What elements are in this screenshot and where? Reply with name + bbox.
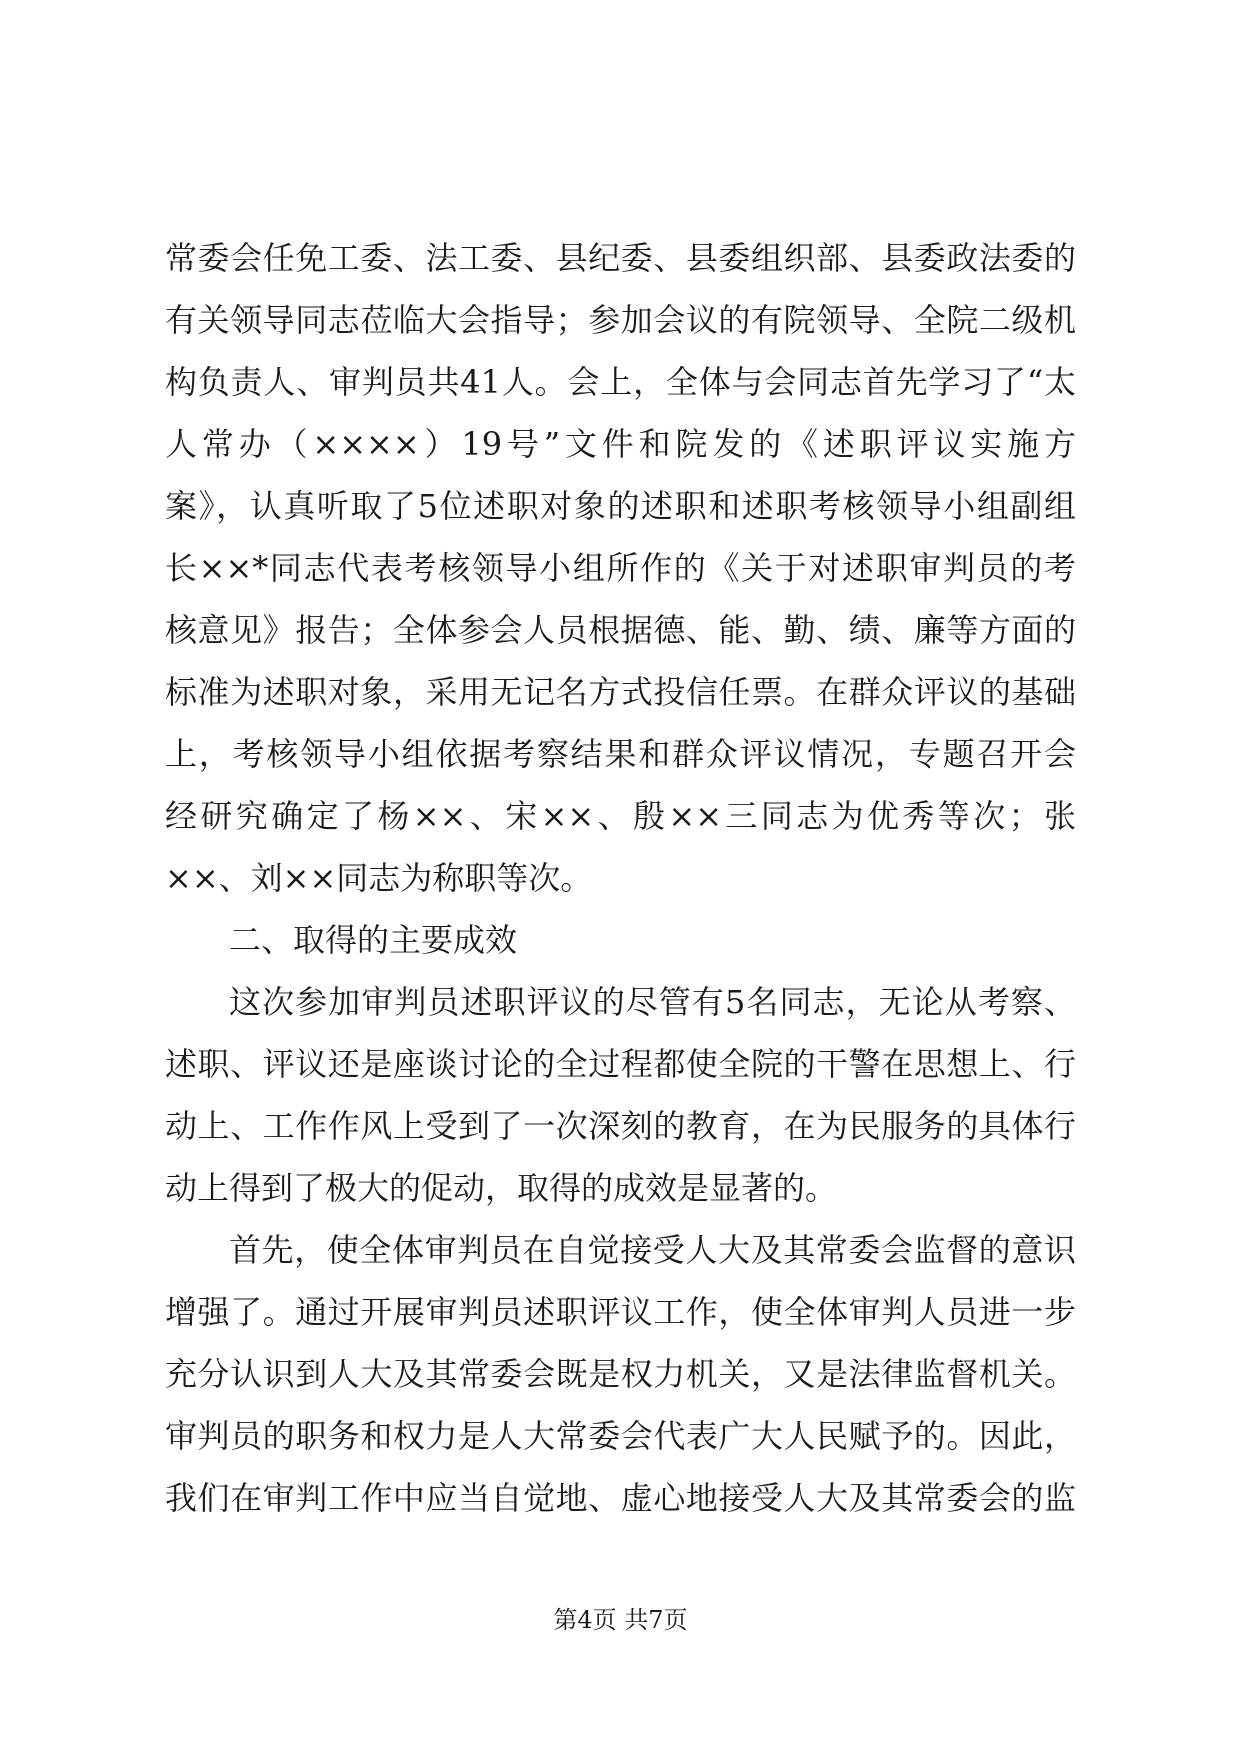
text-line: 案》，认真听取了5位述职对象的述职和述职考核领导小组副组 (165, 487, 1076, 525)
text-line: 经研究确定了杨××、宋××、殷××三同志为优秀等次；张 (165, 797, 1076, 835)
text-line: 动上得到了极大的促动，取得的成效是显著的。 (165, 1169, 838, 1207)
text-line: 常委会任免工委、法工委、县纪委、县委组织部、县委政法委的 (165, 239, 1076, 277)
page-footer: 第4页 共7页 (553, 1606, 688, 1634)
document-body (165, 227, 1076, 1529)
text-line: 标准为述职对象，采用无记名方式投信任票。在群众评议的基础 (165, 673, 1076, 711)
section-heading: 二、取得的主要成效 (229, 921, 518, 959)
text-line: ××、刘××同志为称职等次。 (165, 859, 593, 897)
text-line: 长××*同志代表考核领导小组所作的《关于对述职审判员的考 (165, 549, 1076, 587)
text-line: 我们在审判工作中应当自觉地、虚心地接受人大及其常委会的监 (165, 1479, 1076, 1517)
text-line: 增强了。通过开展审判员述职评议工作，使全体审判人员进一步 (165, 1293, 1076, 1331)
text-line: 审判员的职务和权力是人大常委会代表广大人民赋予的。因此， (165, 1417, 1076, 1455)
paragraph-start-line: 首先，使全体审判员在自觉接受人大及其常委会监督的意识 (229, 1231, 1076, 1269)
paragraph-start-line: 这次参加审判员述职评议的尽管有5名同志，无论从考察、 (229, 983, 1076, 1021)
text-line: 有关领导同志莅临大会指导；参加会议的有院领导、全院二级机 (165, 301, 1076, 339)
text-line: 充分认识到人大及其常委会既是权力机关，又是法律监督机关。 (165, 1355, 1076, 1393)
text-line: 述职、评议还是座谈讨论的全过程都使全院的干警在思想上、行 (165, 1045, 1076, 1083)
text-line: 动上、工作作风上受到了一次深刻的教育，在为民服务的具体行 (165, 1107, 1076, 1145)
text-line: 上，考核领导小组依据考察结果和群众评议情况，专题召开会 (165, 735, 1076, 773)
text-line: 构负责人、审判员共41人。会上，全体与会同志首先学习了“太 (165, 363, 1076, 401)
text-line: 人常办（××××）19号”文件和院发的《述职评议实施方 (165, 425, 1076, 463)
text-line: 核意见》报告；全体参会人员根据德、能、勤、绩、廉等方面的 (165, 611, 1076, 649)
